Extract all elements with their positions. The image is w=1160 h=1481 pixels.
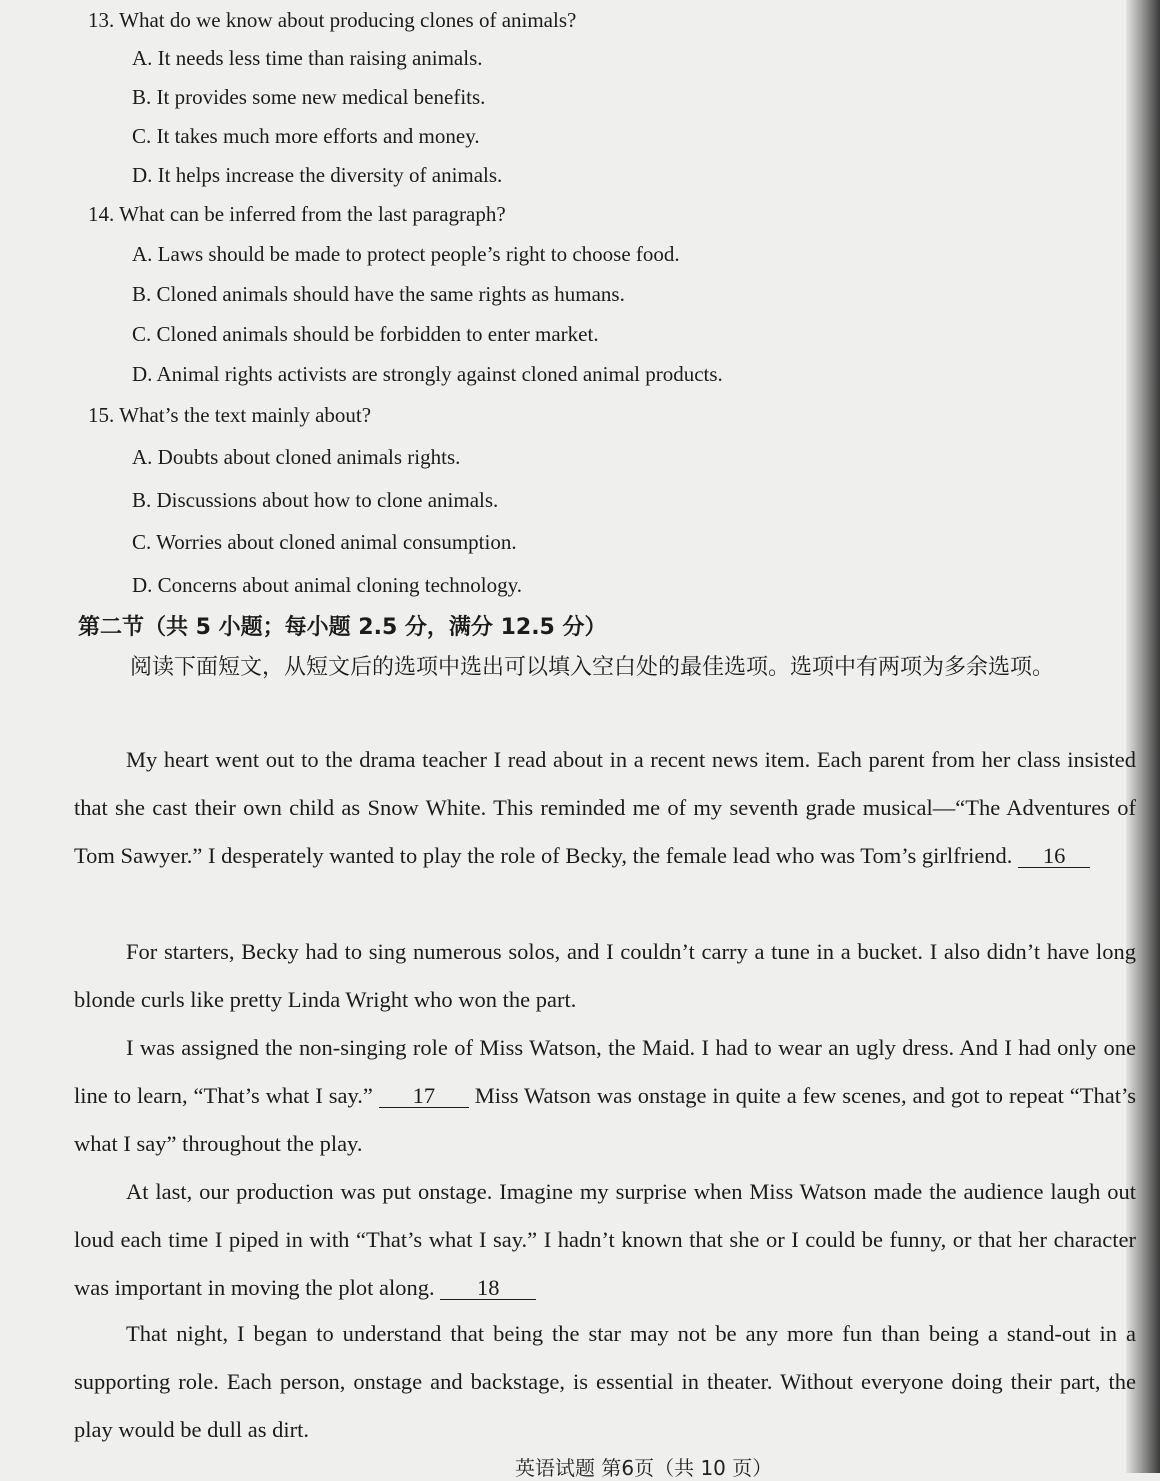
section-instruction: 阅读下面短文，从短文后的选项中选出可以填入空白处的最佳选项。选项中有两项为多余选项。	[130, 655, 1055, 680]
question-14-stem: 14. What can be inferred from the last paragraph?	[88, 202, 506, 226]
question-15-stem: 15. What’s the text mainly about?	[88, 403, 372, 427]
blank-16: 16	[1018, 845, 1090, 868]
page-footer: 英语试题 第6页（共 10 页）	[515, 1456, 773, 1480]
paragraph-3-text-a: I was assigned the non-singing role of Miss Watson, the Maid. I had to wear an ugly dress. And I had only one line to learn, “That’s what I say.”	[74, 1035, 1136, 1108]
question-14-option-b: B. Cloned animals should have the same rights as humans.	[132, 282, 625, 306]
passage-paragraph-1	[74, 736, 1136, 880]
question-13-option-d: D. It helps increase the diversity of animals.	[132, 163, 503, 187]
paragraph-1-text: My heart went out to the drama teacher I read about in a recent news item. Each parent from her class insisted that she cast their own child as Snow White. This reminded me of my seventh grade musical—“The Adventures of Tom Sawyer.” I desperately wanted to play the role of Becky, the female lead who was Tom’s girlfriend.	[74, 747, 1136, 868]
paragraph-3-text-b: Miss Watson was onstage in quite a few scenes, and got to repeat “That’s what I say” throughout the play.	[74, 1083, 1137, 1156]
question-13-stem: 13. What do we know about producing clones of animals?	[88, 8, 577, 32]
question-14-option-d: D. Animal rights activists are strongly against cloned animal products.	[132, 362, 723, 386]
question-14-option-c: C. Cloned animals should be forbidden to enter market.	[132, 322, 599, 346]
blank-18: 18	[440, 1277, 536, 1300]
blank-17: 17	[379, 1085, 469, 1108]
question-15-option-d: D. Concerns about animal cloning technology.	[132, 573, 522, 597]
paragraph-5-text: That night, I began to understand that being the star may not be any more fun than being a stand-out in a supporting role. Each person, onstage and backstage, is essential in theater. Without everyone doing their part, the play would be dull as dirt.	[74, 1321, 1136, 1442]
paragraph-2-text: For starters, Becky had to sing numerous solos, and I couldn’t carry a tune in a bucket. I also didn’t have long blonde curls like pretty Linda Wright who won the part.	[74, 939, 1136, 1012]
question-13-option-a: A. It needs less time than raising animals.	[132, 46, 483, 70]
passage-paragraph-5	[74, 1310, 1136, 1454]
question-15-option-a: A. Doubts about cloned animals rights.	[132, 445, 461, 469]
passage-paragraph-3	[74, 1024, 1136, 1168]
question-15-option-b: B. Discussions about how to clone animals.	[132, 488, 499, 512]
question-14-option-a: A. Laws should be made to protect people’s right to choose food.	[132, 242, 680, 266]
passage-paragraph-2	[74, 928, 1136, 1024]
passage-paragraph-4	[74, 1168, 1136, 1312]
question-13-option-b: B. It provides some new medical benefits.	[132, 85, 486, 109]
question-13-option-c: C. It takes much more efforts and money.	[132, 124, 480, 148]
question-15-option-c: C. Worries about cloned animal consumption.	[132, 530, 517, 554]
paragraph-4-text: At last, our production was put onstage. Imagine my surprise when Miss Watson made the audience laugh out loud each time I piped in with “That’s what I say.” I hadn’t known that she or I could be funny, or that her character was important in moving the plot along.	[74, 1179, 1136, 1300]
section-title: 第二节（共 5 小题；每小题 2.5 分，满分 12.5 分）	[78, 615, 607, 640]
